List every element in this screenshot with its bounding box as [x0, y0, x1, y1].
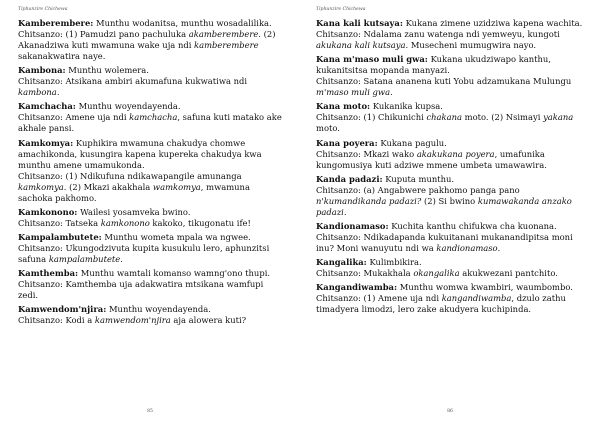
entry-headword: Kana kali kutsaya: — [316, 18, 403, 28]
entry-example — [18, 112, 286, 134]
dictionary-entry — [316, 54, 584, 98]
entry-example — [316, 76, 584, 98]
example-text: Chitsanzo: (1) Chikunichi — [316, 112, 427, 123]
example-term: kamwendom'njira — [94, 315, 171, 326]
example-text: . (2) Mkazi akakhala — [63, 181, 153, 192]
dictionary-entries — [316, 18, 584, 315]
example-text: . — [120, 253, 123, 264]
example-text: , safuna kuti matako ake akhale pansi. — [18, 112, 282, 134]
entry-definition: Kukana ukudziwapo kanthu, kukanitsitsa mopanda manyazi. — [316, 54, 551, 76]
entry-definition-line — [316, 54, 584, 76]
entry-headword: Kandionamaso: — [316, 220, 389, 231]
entry-example — [18, 29, 286, 62]
example-term: chakana — [426, 112, 462, 123]
dictionary-entry — [18, 207, 286, 229]
example-text: . — [343, 206, 347, 217]
entry-example — [18, 171, 286, 204]
example-text: , umafunika kungomusiya kuti adziwe mmene umbeta umawawira. — [316, 148, 547, 170]
entry-definition-line — [18, 268, 286, 279]
running-head: Tiphunzire Chichewa — [316, 7, 366, 12]
entry-example — [18, 243, 286, 265]
dictionary-entry — [18, 268, 286, 301]
example-text: . (2) Akanadziwa kuti mwamuna wake uja ndi — [18, 29, 276, 50]
dictionary-entry — [18, 304, 286, 326]
entry-definition: Kuphikira mwamuna chakudya chomwe amachikonda, kusungira kapena kupereka chakudya kwa munthu amene umamukonda. — [18, 137, 262, 170]
dictionary-entry — [316, 18, 584, 51]
example-text: Chitsanzo: Satana ananena kuti Yobu adzamukana Mulungu — [316, 76, 572, 87]
entry-example — [18, 218, 286, 229]
example-term: yakana — [543, 112, 574, 123]
example-text: Chitsanzo: Kamthemba uja adakwatira mtsikana wamfupi zedi. — [18, 279, 264, 301]
example-text: Chitsanzo: (1) Ndikufuna ndikawapangile amunanga — [18, 170, 242, 181]
entry-example — [18, 279, 286, 301]
entry-example — [316, 268, 584, 279]
dictionary-entry — [316, 174, 584, 218]
entry-example — [316, 149, 584, 171]
example-term: kamkomya — [18, 181, 64, 192]
entry-definition: Munthu wometa mpala wa ngwee. — [104, 231, 251, 242]
entry-definition-line — [18, 101, 286, 112]
example-text: Chitsanzo: Ukungodzivuta kupita kusukulu lero, aphunzitsi safuna — [18, 242, 270, 264]
example-text: Chitsanzo: Ndalama zanu watenga ndi yemweyu, kungoti — [316, 29, 560, 39]
example-term: kampalambutete — [48, 253, 121, 264]
example-text: (2) Si bwino — [421, 195, 478, 206]
example-text: . Musecheni mumugwira nayo. — [405, 40, 537, 50]
entry-definition-line — [18, 138, 286, 171]
entry-headword: Kambona: — [18, 65, 66, 76]
entry-definition: Munthu wamtali komanso wamng'ono thupi. — [80, 268, 271, 279]
running-head: Tiphunzire Chichewa — [18, 7, 68, 12]
entry-definition-line — [316, 101, 584, 112]
entry-definition-line — [18, 18, 286, 29]
dictionary-entry — [316, 282, 584, 315]
example-term: akamberembere — [188, 29, 259, 39]
entry-definition-line — [18, 304, 286, 315]
entry-definition-line — [316, 282, 584, 293]
example-text: Chitsanzo: (a) Angabwere pakhomo panga pano — [316, 184, 520, 195]
dictionary-entry — [18, 101, 286, 134]
dictionary-entry — [316, 257, 584, 279]
example-text: Chitsanzo: Mkazi wako — [316, 148, 417, 159]
entry-headword: Kana moto: — [316, 101, 371, 112]
entry-definition: Kuchita kanthu chifukwa cha kuonana. — [391, 220, 557, 231]
entry-headword: Kanda padazi: — [316, 173, 383, 184]
example-text: kakoko, tikugonatu ife! — [149, 217, 251, 228]
entry-headword: Kangalika: — [316, 257, 367, 268]
example-text: . — [56, 87, 60, 98]
entry-definition-line — [316, 221, 584, 232]
entry-definition: Munthu womwa kwambiri, waumbombo. — [399, 282, 573, 293]
entry-headword: Kamberembere: — [18, 18, 94, 28]
example-term: kumawakanda anzako padazi — [316, 195, 572, 217]
dictionary-entry — [316, 138, 584, 171]
entry-headword: Kamwendom'njira: — [18, 304, 107, 315]
entry-definition-line — [316, 174, 584, 185]
entry-example — [18, 76, 286, 98]
entry-headword: Kana m'maso muli gwa: — [316, 54, 428, 65]
entry-headword: Kamkonono: — [18, 206, 78, 217]
page-number: 86 — [447, 409, 453, 414]
example-text: , mwamuna sachoka pakhomo. — [18, 181, 250, 203]
entry-definition-line — [18, 232, 286, 243]
example-term: akukana kali kutsaya — [316, 40, 406, 50]
example-text: Chitsanzo: Kodi a — [18, 315, 95, 326]
example-term: kamchacha — [129, 112, 178, 123]
dictionary-entry — [18, 138, 286, 204]
entry-example — [316, 185, 584, 218]
example-text: . — [497, 242, 501, 253]
entry-definition-line — [316, 138, 584, 149]
dictionary-entries — [18, 18, 286, 326]
dictionary-entry — [18, 65, 286, 98]
entry-headword: Kamthemba: — [18, 268, 79, 279]
entry-example — [316, 112, 584, 134]
example-text: Chitsanzo: Amene uja ndi — [18, 112, 130, 123]
entry-definition: Kukana pagulu. — [380, 137, 447, 148]
example-term: kandionamaso — [436, 242, 498, 253]
example-term: kangandiwamba — [441, 293, 512, 304]
example-term: n'kumandikanda padazi? — [316, 195, 422, 206]
example-term: kambona — [18, 87, 57, 98]
dictionary-entry — [316, 101, 584, 134]
example-term: kamberembere — [194, 40, 259, 50]
example-term: akakukana poyera — [416, 148, 495, 159]
entry-headword: Kamkomya: — [18, 137, 74, 148]
entry-example — [316, 29, 584, 51]
example-text: . — [390, 87, 393, 98]
example-text: , dzulo zathu timadyera limodzi, lero zake akudyera kuchipinda. — [316, 293, 566, 315]
entry-definition: Kulimbikira. — [369, 257, 422, 268]
example-term: wamkomya — [152, 181, 201, 192]
example-text: moto. — [316, 123, 340, 134]
entry-definition-line — [316, 18, 584, 29]
entry-headword: Kamchacha: — [18, 101, 76, 112]
example-text: akukwezani pantchito. — [459, 268, 558, 279]
entry-headword: Kangandiwamba: — [316, 282, 398, 293]
entry-definition: Munthu woyendayenda. — [78, 101, 181, 112]
entry-example — [18, 315, 286, 326]
entry-example — [316, 232, 584, 254]
dictionary-entry — [18, 232, 286, 265]
entry-definition: Munthu woyendayenda. — [108, 304, 211, 315]
entry-definition-line — [18, 207, 286, 218]
entry-definition-line — [18, 65, 286, 76]
entry-definition: Kukana zimene uzidziwa kapena wachita. — [405, 18, 583, 28]
example-term: okangalika — [413, 268, 460, 279]
dictionary-entry — [18, 18, 286, 62]
entry-headword: Kampalambutete: — [18, 231, 102, 242]
dictionary-entry — [316, 221, 584, 254]
example-text: moto. (2) Nsimayi — [462, 112, 544, 123]
entry-definition: Munthu wodanitsa, munthu wosadalilika. — [96, 18, 272, 28]
right-page — [300, 0, 600, 424]
entry-definition: Munthu wolemera. — [68, 65, 149, 76]
example-text: aja alowera kuti? — [170, 315, 247, 326]
example-term: m'maso muli gwa — [316, 87, 391, 98]
example-text: Chitsanzo: Ndikadapanda kukuitanani mukanandipitsa moni inu? Moni wanuyutu ndi wa — [316, 231, 573, 253]
example-text: Chitsanzo: Atsikana ambiri akumafuna kukwatiwa ndi — [18, 76, 248, 87]
example-text: Chitsanzo: Tatseka — [18, 217, 101, 228]
entry-example — [316, 293, 584, 315]
example-text: Chitsanzo: Mukakhala — [316, 268, 414, 279]
entry-headword: Kana poyera: — [316, 137, 378, 148]
entry-definition-line — [316, 257, 584, 268]
entry-definition: Wailesi yosamveka bwino. — [80, 206, 191, 217]
example-text: Chitsanzo: (1) Pamudzi pano pachuluka — [18, 29, 189, 39]
entry-definition: Kuputa munthu. — [385, 173, 455, 184]
entry-definition: Kukanika kupsa. — [372, 101, 443, 112]
example-text: sakanakwatira naye. — [18, 51, 106, 61]
example-text: Chitsanzo: (1) Amene uja ndi — [316, 293, 442, 304]
example-term: kamkonono — [100, 217, 150, 228]
page-number: 85 — [147, 409, 153, 414]
